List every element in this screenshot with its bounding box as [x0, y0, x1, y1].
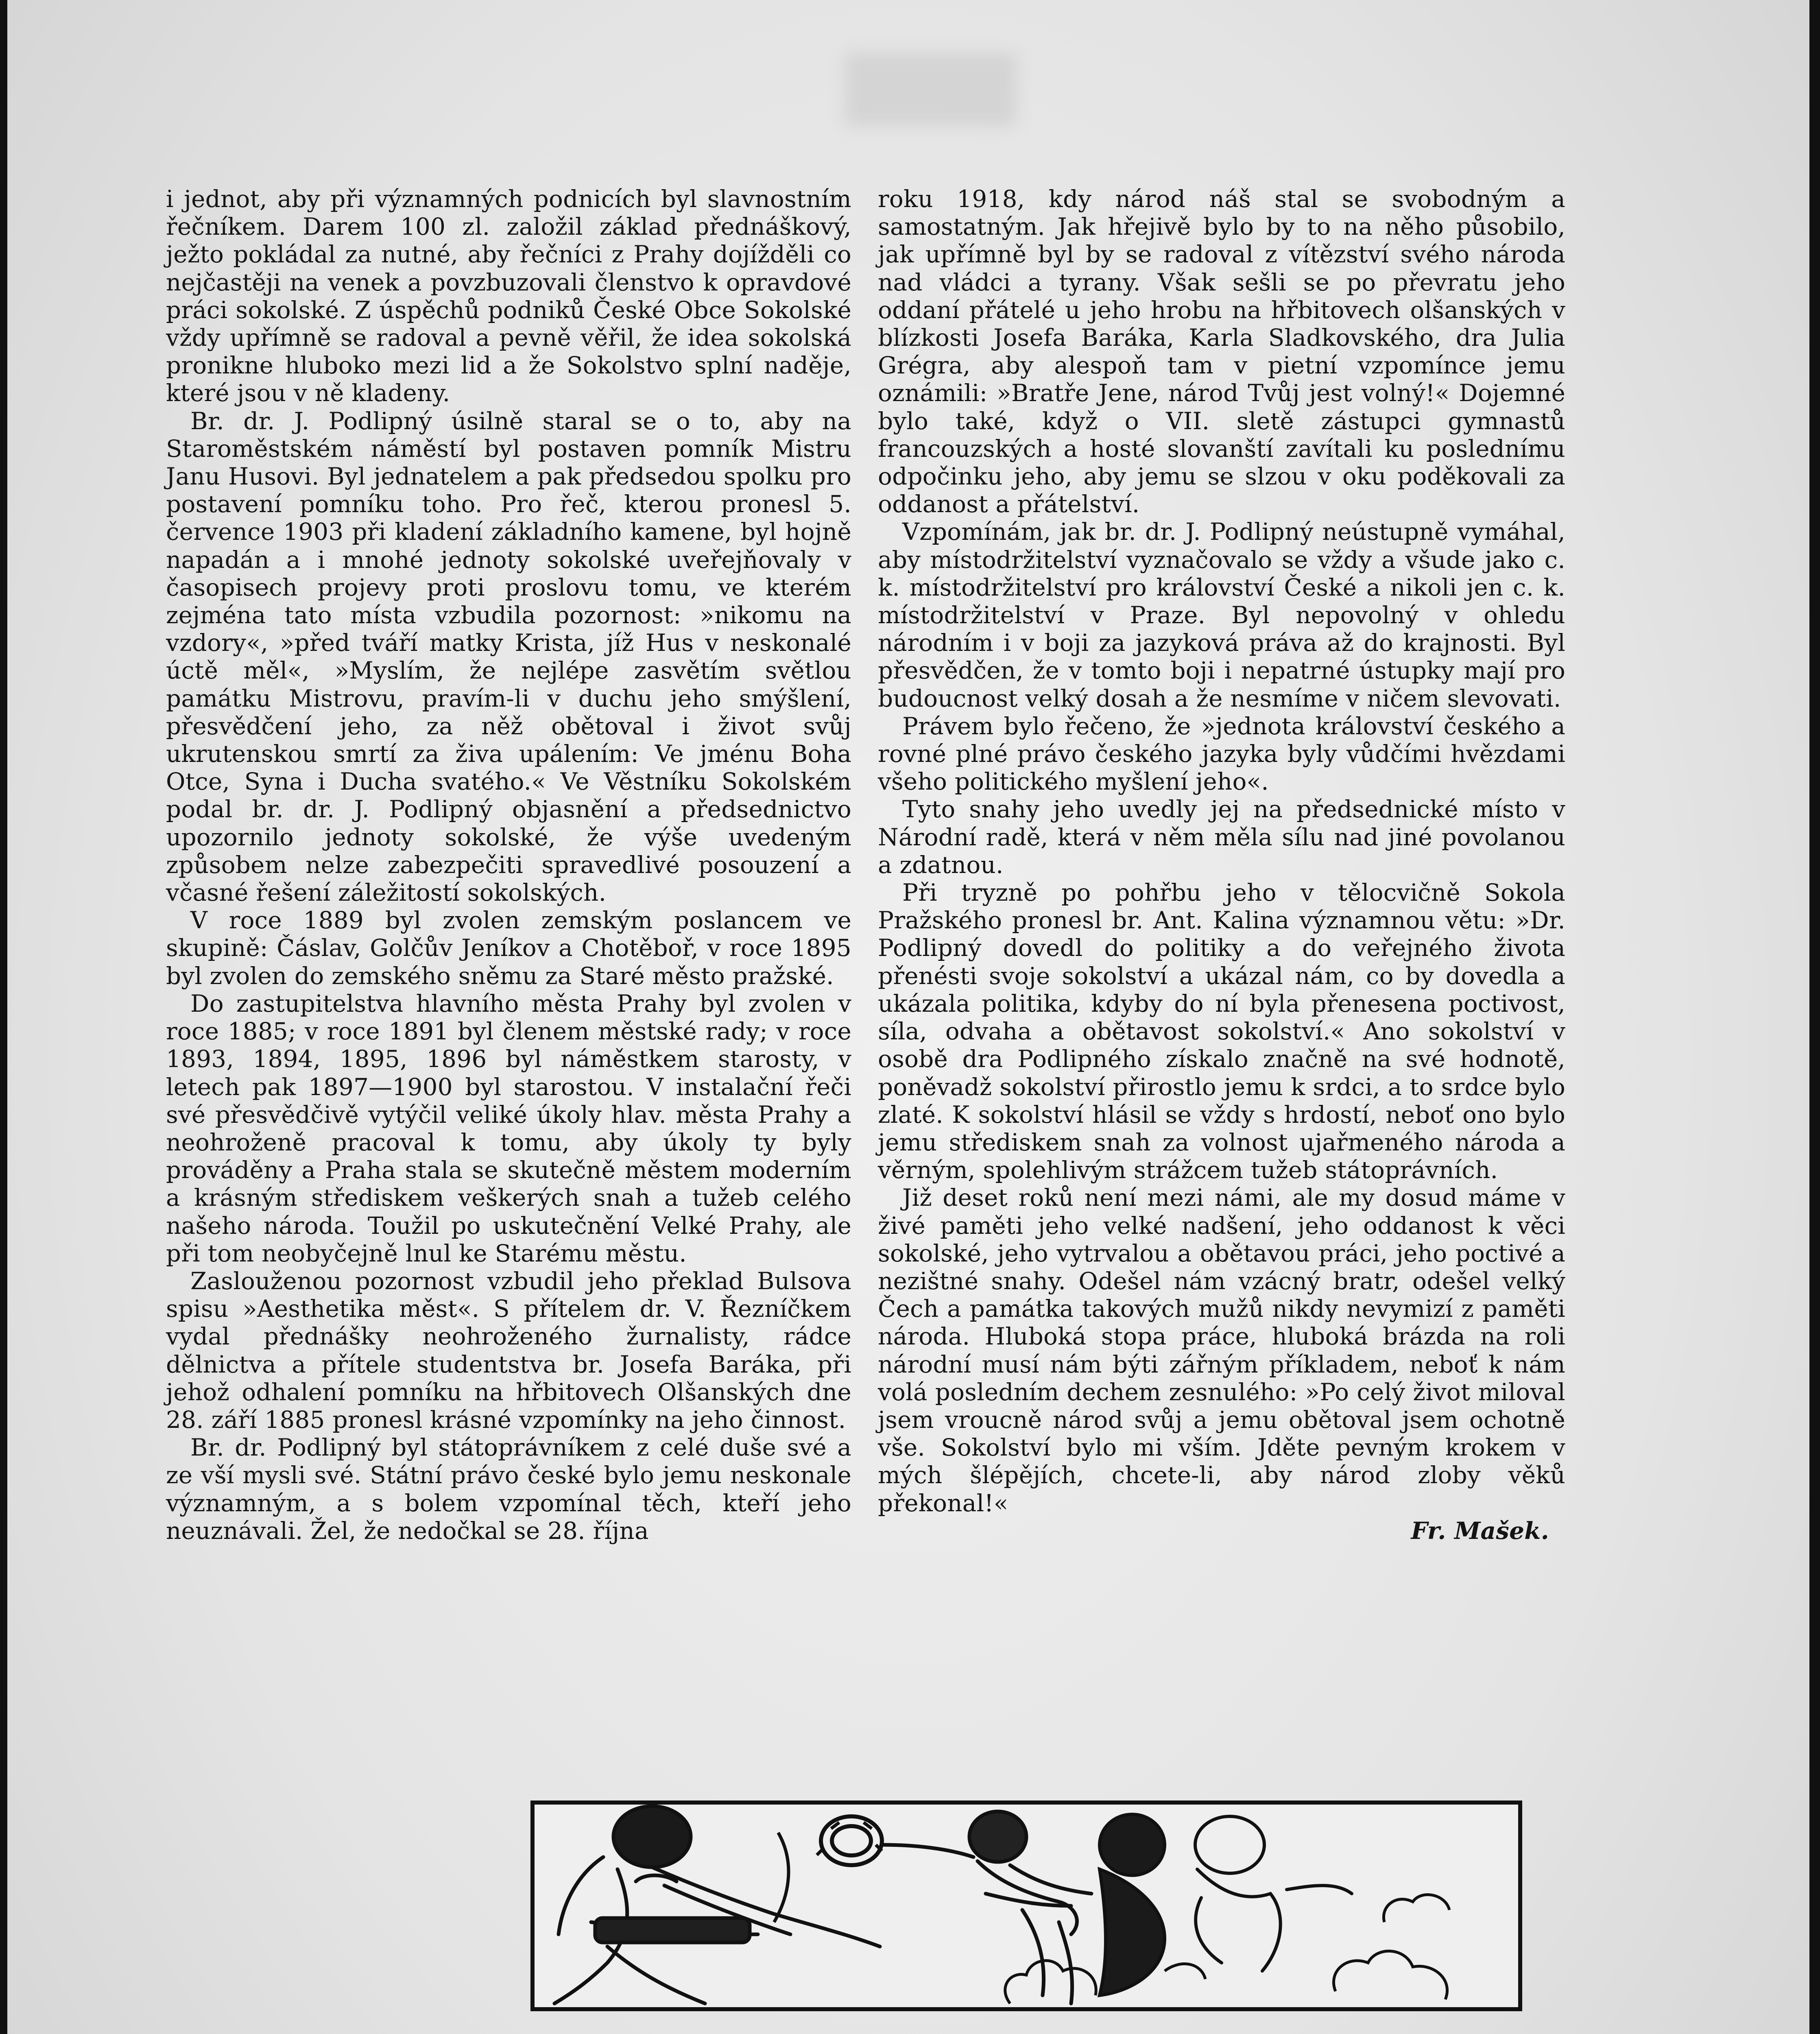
left-column	[166, 185, 851, 1545]
right-column	[878, 185, 1565, 1545]
paragraph: Vzpomínám, jak br. dr. J. Podlipný neústupně vymáhal, aby místodržitelství vyznačovalo se vždy a všude jako c. k. místodržitelství pro království České a nikoli jen c. k. místodržitelství v Praze. Byl nepovolný v ohledu národním i v boji za jazyková práva až do krajnosti. Byl přesvědčen, že v tomto boji i nepatrné ústupky mají pro budoucnost velký dosah a že nesmíme v ničem slevovati.	[878, 518, 1565, 712]
author-signature: Fr. Mašek.	[1411, 1517, 1549, 1545]
paragraph: Tyto snahy jeho uvedly jej na předsednické místo v Národní radě, která v něm měla sílu nad jiné povolanou a zdatnou.	[878, 795, 1565, 879]
paragraph: Do zastupitelstva hlavního města Prahy byl zvolen v roce 1885; v roce 1891 byl členem městské rady; v roce 1893, 1894, 1895, 1896 byl náměstkem starosty, v letech pak 1897—1900 byl starostou. V instalační řeči své přesvědčivě vytýčil veliké úkoly hlav. města Prahy a neohroženě pracoval k tomu, aby úkoly ty byly prováděny a Praha stala se skutečně městem moderním a krásným střediskem veškerých snah a tužeb celého našeho národa. Toužil po uskutečnění Velké Prahy, ale při tom neobyčejně lnul ke Starému městu.	[166, 989, 851, 1267]
paragraph: Br. dr. Podlipný byl státoprávníkem z celé duše své a ze vší mysli své. Státní právo české bylo jemu neskonale významným, a s bolem vzpomínal těch, kteří jeho neuznávali. Žel, že nedočkal se 28. října	[166, 1434, 851, 1545]
paragraph: V roce 1889 byl zvolen zemským poslancem ve skupině: Čáslav, Golčův Jeníkov a Chotěboř, v roce 1895 byl zvolen do zemského sněmu za Staré město pražské.	[166, 906, 851, 990]
paragraph: Již deset roků není mezi námi, ale my dosud máme v živé paměti jeho velké nadšení, jeho oddanost k věci sokolské, jeho vytrvalou a obětavou práci, jeho poctivé a nezištné snahy. Odešel nám vzácný bratr, odešel velký Čech a památka takových mužů nikdy nevymizí z paměti národa. Hluboká stopa práce, hluboká brázda na roli národní musí nám býti zářným příkladem, neboť k nám volá posledním dechem zesnulého: »Po celý život miloval jsem vroucně národ svůj a jemu obětoval jsem ochotně vše. Sokolství bylo mi vším. Jděte pevným krokem v mých šlépějích, chcete-li, aby národ zloby věků překonal!«	[878, 1184, 1565, 1517]
paragraph: roku 1918, kdy národ náš stal se svobodným a samostatným. Jak hřejivě bylo by to na něho působilo, jak upřímně byl by se radoval z vítězství svého národa nad vládci a tyrany. Však sešli se po převratu jeho oddaní přátelé u jeho hrobu na hřbitovech olšanských v blízkosti Josefa Baráka, Karla Sladkovského, dra Julia Grégra, aby alespoň tam v pietní vzpomínce jemu oznámili: »Bratře Jene, národ Tvůj jest volný!« Dojemné bylo také, když o VII. sletě zástupci gymnastů francouzských a hosté slovanští zavítali ku poslednímu odpočinku jeho, aby jemu se slzou v oku poděkovali za oddanost a přátelství.	[878, 185, 1565, 518]
decorative-illustration	[530, 1800, 1523, 2012]
paragraph: Při tryzně po pohřbu jeho v tělocvičně Sokola Pražského pronesl br. Ant. Kalina významnou větu: »Dr. Podlipný dovedl do politiky a do veřejného života přenésti svoje sokolství a ukázal nám, co by dovedla a ukázala politika, kdyby do ní byla přenesena poctivost, síla, odvaha a obětavost sokolství.« Ano sokolství v osobě dra Podlipného získalo značně na své hodnotě, poněvadž sokolství přirostlo jemu k srdci, a to srdce bylo zlaté. K sokolství hlásil se vždy s hrdostí, neboť ono bylo jemu střediskem snah za volnost ujařmeného národa a věrným, spolehlivým strážcem tužeb státoprávních.	[878, 879, 1565, 1184]
paragraph: Br. dr. J. Podlipný úsilně staral se o to, aby na Staroměstském náměstí byl postaven pomník Mistru Janu Husovi. Byl jednatelem a pak předsedou spolku pro postavení pomníku toho. Pro řeč, kterou pronesl 5. července 1903 při kladení základního kamene, byl hojně napadán a i mnohé jednoty sokolské uveřejňovaly v časopisech projevy proti proslovu tomu, ve kterém zejména tato místa vzbudila pozornost: »nikomu na vzdory«, »před tváří matky Krista, jíž Hus v neskonalé úctě měl«, »Myslím, že nejlépe zasvětím světlou památku Mistrovu, pravím-li v duchu jeho smýšlení, přesvědčení jeho, za něž obětoval i život svůj ukrutenskou smrtí za živa upálením: Ve jménu Boha Otce, Syna i Ducha svatého.« Ve Věstníku Sokolském podal br. dr. J. Podlipný objasnění a předsednictvo upozornilo jednoty sokolské, že výše uvedeným způsobem nelze zabezpečiti spravedlivé posouzení a včasné řešení záležitostí sokolských.	[166, 407, 851, 907]
paragraph: i jednot, aby při významných podnicích byl slavnostním řečníkem. Darem 100 zl. založil základ přednáškový, ježto pokládal za nutné, aby řečníci z Prahy dojížděli co nejčastěji na venek a povzbuzovali členstvo k opravdové práci sokolské. Z úspěchů podniků České Obce Sokolské vždy upřímně se radoval a pevně věřil, že idea sokolská pronikne hluboko mezi lid a že Sokolstvo splní naděje, které jsou v ně kladeny.	[166, 185, 851, 407]
print-smudge	[845, 53, 1016, 126]
paragraph: Zaslouženou pozornost vzbudil jeho překlad Bulsova spisu »Aesthetika měst«. S přítelem dr. V. Řezníčkem vydal přednášky neohroženého žurnalisty, rádce dělnictva a přítele studentstva br. Josefa Baráka, při jehož odhalení pomníku na hřbitovech Olšanských dne 28. září 1885 pronesl krásné vzpomínky na jeho činnost.	[166, 1267, 851, 1434]
paragraph: Právem bylo řečeno, že »jednota království českého a rovné plné právo českého jazyka byly vůdčími hvězdami všeho politického myšlení jeho«.	[878, 712, 1565, 796]
